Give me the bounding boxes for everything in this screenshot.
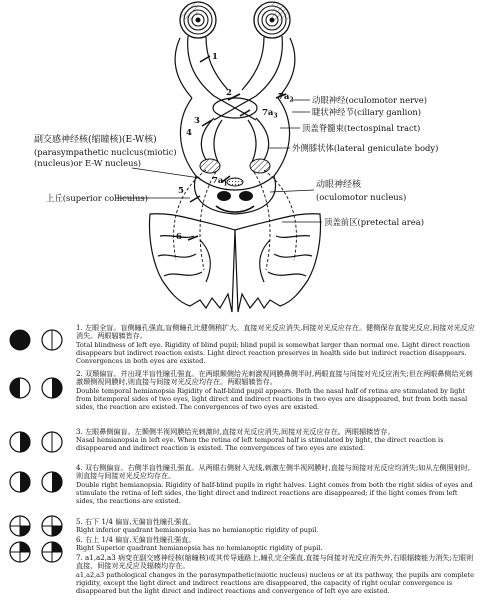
legend-entry-1-en: Total blindness of left eye. Rigidity of blind pupil; blind pupil is somewhat larger than normal one. Light direct reaction disappears but indirect reaction exists. Light direct reaction preserves in health side but indirect reaction disappears. Convergences in both eyes are existed.	[76, 340, 470, 365]
legend-entry-7	[76, 554, 476, 595]
lesion-number-1: 1	[212, 52, 218, 62]
label-oculomotor-nucleus-en: (oculomotor nucleus)	[316, 192, 407, 202]
label-oculomotor-nerve: 动眼神经(oculomotor nerve)	[312, 95, 427, 105]
label-pretectal-area: 顶盖前区(pretectal area)	[324, 217, 425, 227]
lateral-geniculate-bodies	[200, 159, 270, 173]
legend-entry-4-en: Double right hemianopsia. Rigidity of half-blind pupils in right halves. Light comes from both the right sides of eyes and stimulate the retina of left sides, the light direct and indirect reactions are disappeared; if the light comes from left sides, the reactions are existed.	[76, 480, 473, 505]
legend-entry-5-cn: 5. 右下 1/4 偏盲,无偏盲性瞳孔强直。	[76, 517, 196, 526]
lesion-number-3: 3	[194, 116, 200, 126]
legend-entry-2-en: Double temporal hemianopsia Rigidity of half-blind pupil appears. Both the nasal half of retina are stimulated by light from bitemporal sides of two eyes, light direct and indirect reactions in two eyes are disappeared, but from both nasal sides, the reaction are existed. The convergences of two eyes are existed.	[76, 386, 468, 411]
lesion-number-2: 2	[226, 88, 232, 98]
legend-entry-2	[76, 370, 476, 411]
legend-entry-4	[76, 464, 476, 505]
label-ciliary-ganglion: 睫状神经节(ciliary ganlion)	[312, 107, 422, 117]
label-parasympathetic-nucleus-en1: (parasympathetic nuclcus(miotic)	[34, 147, 177, 157]
visual-field-pair-1	[6, 328, 68, 352]
legend-entry-6-en: Right Superior quadrant hemianopsia has no hemianoptic rigidity of pupil.	[76, 544, 323, 553]
label-parasympathetic-nucleus-en2: (nucleus)or E-W nucleus)	[34, 158, 142, 168]
visual-field-pair-6	[6, 540, 68, 564]
optic-nerves	[175, 36, 295, 98]
legend-entry-6-cn: 6. 右上 1/4 偏盲,无偏盲性瞳孔强直。	[76, 535, 196, 544]
visual-field-pair-4	[6, 470, 68, 494]
legend-entry-6	[76, 536, 476, 552]
label-parasympathetic-nucleus-cn: 副交感神经核(缩瞳核)(E-W核)	[34, 135, 157, 145]
legend-entry-3-en: Nasal hemianopsia in left eye. When the retina of left temporal half is stimulated by light, the direct reaction is disappeared and indirect reaction is existed. The convergences of two eyes are existed.	[76, 436, 444, 453]
lesion-number-7a3: $7a_3$	[262, 108, 278, 120]
midbrain	[195, 176, 276, 214]
lesion-number-6: 6	[176, 232, 182, 242]
legend-entry-3-cn: 3. 左眼鼻侧偏盲。左颞侧半视网膜给光刺激时,直接对光反应消失,间接对光反应存在。两眼辐辏皆存。	[76, 427, 395, 436]
legend-entry-4-cn: 4. 双右侧偏盲。右侧半盲性瞳孔强直。从两眼右侧射入光线,刺激左侧半视网膜时,直接与间接对光反应均消失;如从左侧照射时,则直接与间接对光反应均存在。	[76, 463, 471, 481]
optic-chiasm	[213, 96, 257, 120]
legend-entry-3	[76, 428, 476, 452]
legend-entry-1-cn: 1. 左眼全盲。盲侧瞳孔强直,盲侧瞳孔比健侧稍扩大。直接对光反应消失,间接对光反应存在。健侧保存直接光反应,间接对光反应消失。两眼辐辏皆存。	[76, 323, 475, 341]
lesion-number-7a2: $7a_2$	[278, 92, 294, 104]
cerebral-hemispheres	[150, 214, 321, 312]
lesion-number-5: 5	[178, 186, 184, 196]
label-oculomotor-nucleus-cn: 动眼神经核	[316, 180, 362, 190]
lesion-number-4: 4	[186, 128, 192, 138]
lesion-number-7a1: $7a_1$	[212, 176, 228, 188]
right-eyeball	[254, 2, 290, 38]
label-lateral-geniculate-body: 外侧膝状体(lateral geniculate body)	[292, 143, 439, 153]
visual-field-pair-2	[6, 376, 68, 400]
visual-field-pair-5	[6, 514, 68, 538]
legend-entry-5	[76, 518, 476, 534]
legend-entry-7-en: a1,a2,a3 pathological changes in the parasympathetic(miotic nucleus) nucleus or at its pathway, the pupils are complete rigidity, except the light direct and indirect reactions are disappeared, the capacity of right ocular convergence is disappeared but the light direct and indirect reactions and convergence of left eye are existed.	[76, 570, 474, 595]
legend-entry-5-en: Right inferior quadrant hemianopsia has no hemianoptic rigidity of pupil.	[76, 526, 319, 535]
label-tectospinal-tract: 顶盖脊髓束(tectospinal tract)	[302, 123, 421, 133]
visual-field-pair-3	[6, 430, 68, 454]
lesion-legend	[0, 318, 480, 600]
legend-entry-2-cn: 2. 双颞偏盲。并出现半盲性瞳孔强直。在两眼颞侧给光刺激视网膜鼻侧半时,两眼直接与间接对光反应消失;但在两眼鼻侧给光刺激颞侧视网膜时,则直接与间接对光反应均存在。两眼辐辏皆存。	[76, 369, 473, 387]
left-eyeball	[180, 2, 216, 38]
legend-entry-1	[76, 324, 476, 365]
label-superior-colliculus: 上丘(superior colliculus)	[46, 193, 148, 203]
legend-entry-7-cn: 7. a1,a2,a3 病变在副交感神经核(缩瞳核)或其传导通路上,瞳孔完全强直,直接与间接对光反应消失外,右眼辐辏能力消失;左眼则直接、间接对光反应及辐辏均存在。	[76, 553, 474, 571]
